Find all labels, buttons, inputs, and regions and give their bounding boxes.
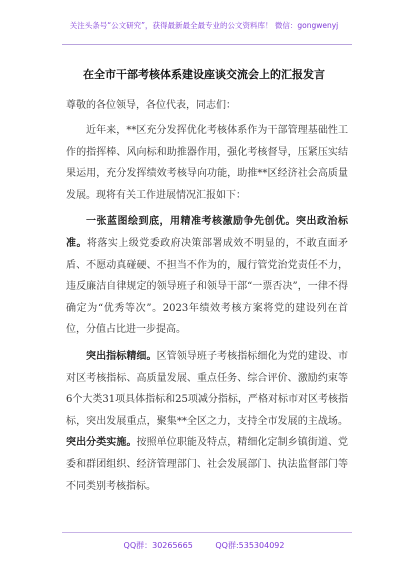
paragraph-political-standard [66, 211, 348, 341]
footer-qq-group-1: QQ群：30265665 [123, 541, 193, 550]
page-header: 关注头条号“公文研究”，获得最新最全最专业的公文资料库！ 微信：gongwenyj [69, 21, 339, 30]
footer-qq-group-2: QQ群:535304092 [215, 541, 285, 550]
page-footer [0, 540, 408, 551]
salutation: 尊敬的各位领导，各位代表，同志们： [66, 100, 236, 111]
footer-divider [62, 532, 352, 533]
paragraph-text: 区管领导班子考核指标细化为党的建设、市对区考核指标、高质量发展、重点任务、综合评价、激励约束等6个大类31项具体指标和25项减分指标，严格对标市对区考核指标，突出发展重点，聚集**全区之力，支持全市发展的主战场。 [66, 350, 349, 427]
document-title: 在全市干部考核体系建设座谈交流会上的汇报发言 [83, 68, 325, 81]
header-divider [62, 44, 352, 45]
paragraph-text: 按照单位职能及特点，精细化定制乡镇街道、党委和群团组织、经济管理部门、社会发展部门、执法监督部门等不同类别考核指标。 [66, 437, 349, 492]
document-body [66, 120, 348, 502]
section-heading-blueprint: 一张蓝图绘到底，用精准考核激励争先创优。突出政治标准。 [66, 216, 348, 249]
paragraph-intro: 近年来，**区充分发挥优化考核体系作为干部管理基础性工作的指挥棒、风向标和助推器作用，强化考核督导，压紧压实结果运用，充分发挥绩效考核导向功能，助推**区经济社会高质量发展。现将有关工作进展情况汇报如下： [66, 125, 348, 201]
paragraph-indicators [66, 346, 348, 497]
section-heading-classification: 突出分类实施。 [66, 437, 137, 449]
paragraph-text: 将落实上级党委政府决策部署成效不明显的，不敢直面矛盾、不愿动真碰硬、不担当不作为的，履行管党治党责任不力，违反廉洁自律规定的领导班子和领导干部“一票否决”，一律不得确定为“优秀等次”。2023年绩效考核方案将党的建设列在首位，分值占比进一步提高。 [66, 237, 349, 336]
section-heading-indicators: 突出指标精细。 [86, 350, 157, 362]
